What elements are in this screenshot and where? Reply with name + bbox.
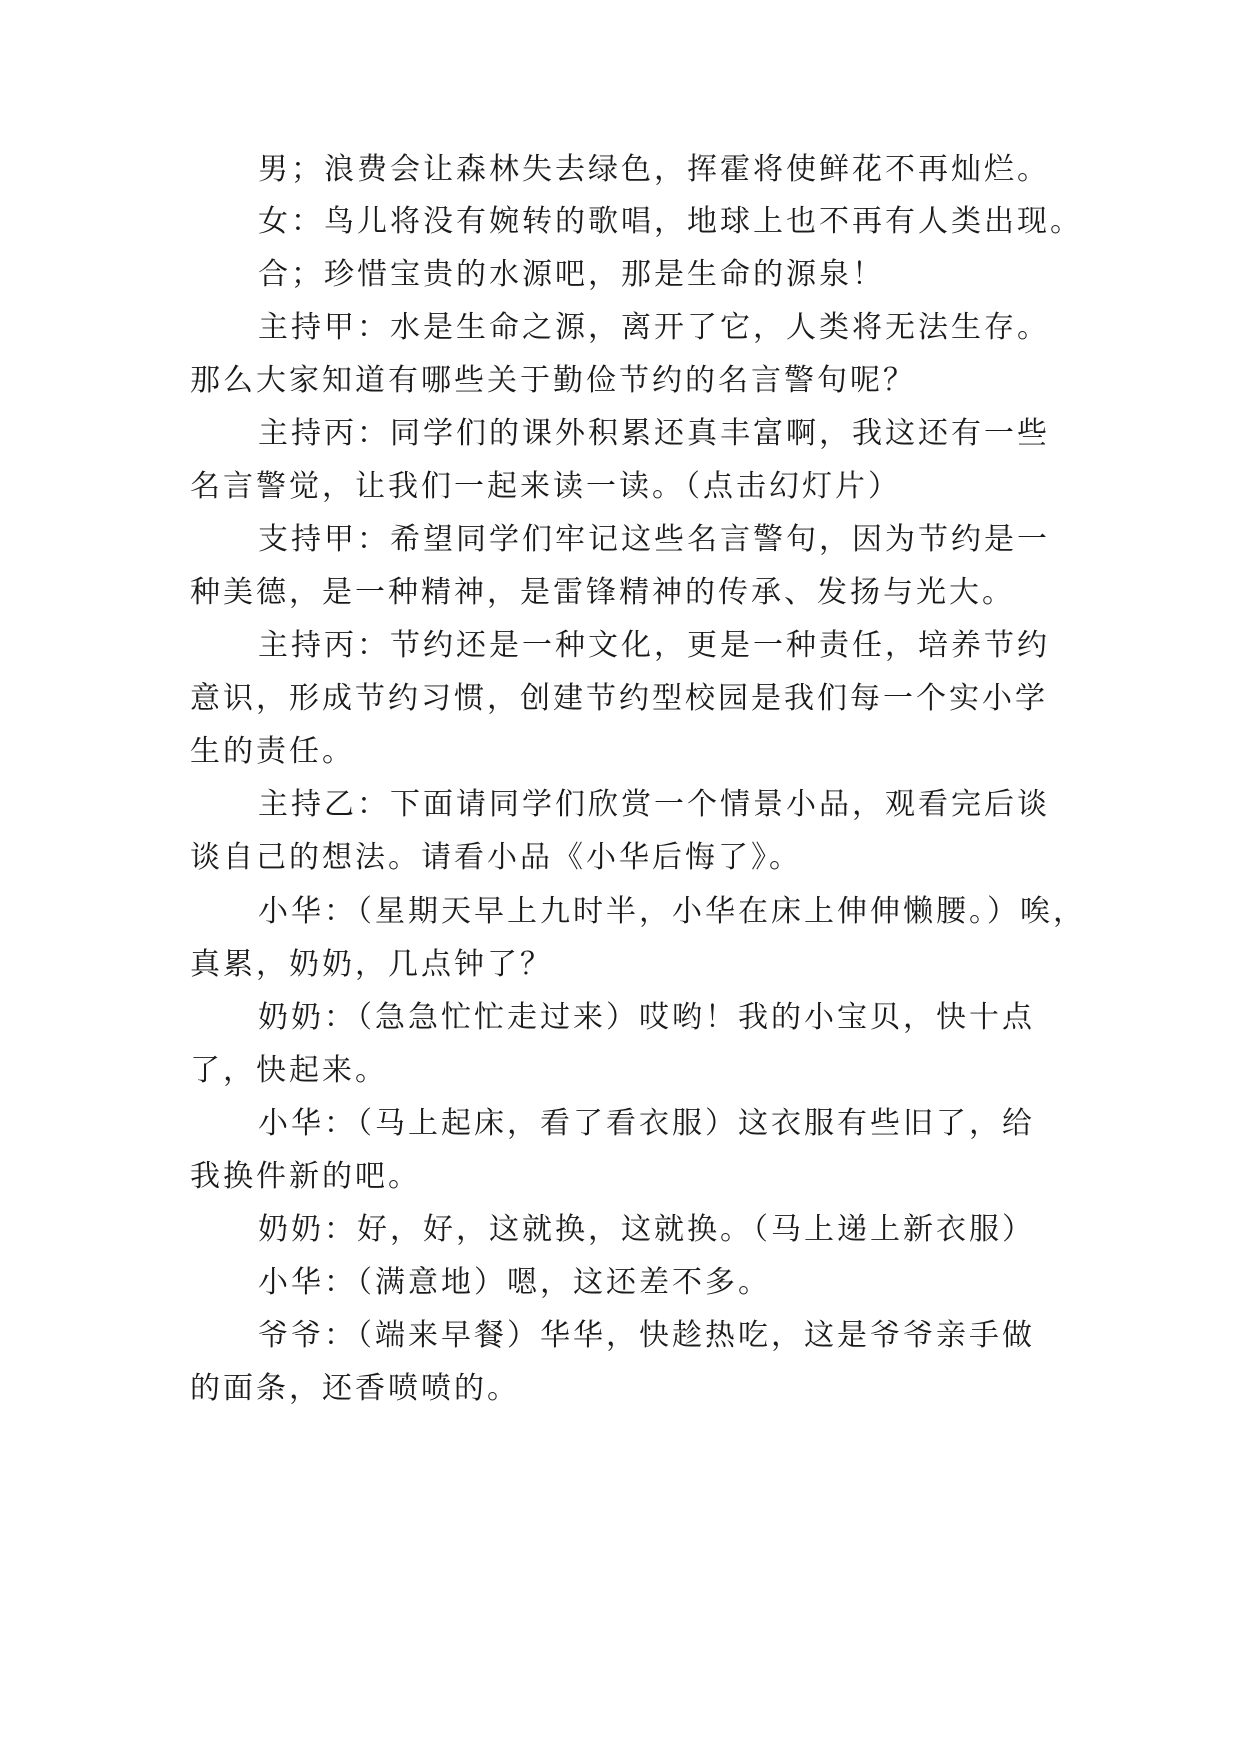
text-line: 主持丙：节约还是一种文化，更是一种责任，培养节约 (258, 628, 1050, 663)
text-line: 名言警觉，让我们一起来读一读。（点击幻灯片） (190, 469, 901, 504)
text-line: 爷爷：（端来早餐）华华，快趁热吃，这是爷爷亲手做 (258, 1318, 1035, 1353)
text-line: 意识，形成节约习惯，创建节约型校园是我们每一个实小学 (190, 681, 1048, 716)
text-line: 主持乙：下面请同学们欣赏一个情景小品，观看完后谈 (258, 787, 1050, 822)
text-line: 真累，奶奶，几点钟了？ (190, 947, 553, 982)
text-line: 主持甲：水是生命之源，离开了它，人类将无法生存。 (258, 310, 1050, 345)
text-line: 谈自己的想法。请看小品《小华后悔了》。 (190, 840, 802, 875)
text-line: 女：鸟儿将没有婉转的歌唱，地球上也不再有人类出现。 (258, 204, 1083, 239)
text-line: 小华：（满意地）嗯，这还差不多。 (258, 1265, 771, 1300)
text-line: 生的责任。 (190, 734, 355, 769)
text-line: 支持甲：希望同学们牢记这些名言警句，因为节约是一 (258, 522, 1050, 557)
text-line: 种美德，是一种精神，是雷锋精神的传承、发扬与光大。 (190, 575, 1015, 610)
text-line: 奶奶：好，好，这就换，这就换。（马上递上新衣服） (258, 1212, 1035, 1247)
text-line: 的面条，还香喷喷的。 (190, 1371, 520, 1406)
text-line: 我换件新的吧。 (190, 1159, 421, 1194)
text-line: 奶奶：（急急忙忙走过来）哎哟！我的小宝贝，快十点 (258, 1000, 1035, 1035)
text-line: 了，快起来。 (190, 1053, 388, 1088)
text-line: 合；珍惜宝贵的水源吧，那是生命的源泉！ (258, 257, 885, 292)
text-line: 小华：（星期天早上九时半，小华在床上伸伸懒腰。）唉， (258, 894, 1086, 929)
text-line: 男；浪费会让森林失去绿色，挥霍将使鲜花不再灿烂。 (258, 152, 1050, 187)
text-line: 小华：（马上起床，看了看衣服）这衣服有些旧了，给 (258, 1106, 1035, 1141)
text-line: 那么大家知道有哪些关于勤俭节约的名言警句呢？ (190, 363, 916, 398)
text-line: 主持丙：同学们的课外积累还真丰富啊，我这还有一些 (258, 416, 1050, 451)
